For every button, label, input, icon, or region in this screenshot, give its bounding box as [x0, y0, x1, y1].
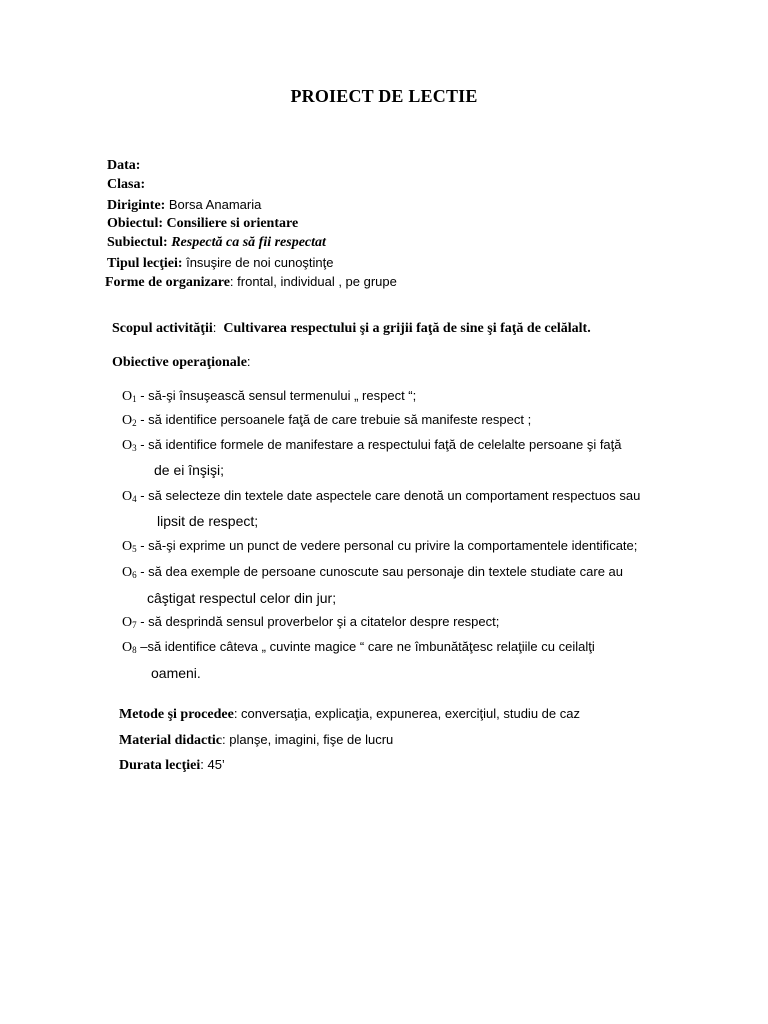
- tipul-row: [107, 253, 334, 274]
- durata-row: [119, 757, 225, 774]
- scop-sep: :: [212, 320, 217, 335]
- subiectul-label: Subiectul:: [107, 235, 168, 250]
- objective-item-6-continuation: câştigat respectul celor din jur;: [147, 590, 337, 606]
- objective-label: $O_7$: [122, 615, 137, 630]
- objective-text: - să-şi însuşească sensul termenului „ respect “;: [136, 388, 417, 403]
- forme-label: Forme de organizare: [105, 275, 230, 290]
- objective-item-8: [122, 638, 595, 659]
- objective-label: $O_5$: [122, 539, 137, 554]
- data-row: [107, 156, 140, 176]
- diriginte-row: [107, 195, 261, 216]
- page-title: PROIECT DE LECTIE: [290, 86, 478, 106]
- forme-row: [105, 272, 397, 293]
- objective-label: $O_3$: [122, 438, 137, 453]
- objective-item-6: [122, 563, 623, 584]
- objective-label: $O_1$: [122, 389, 137, 404]
- durata-value: : 45’: [200, 757, 225, 772]
- objective-item-4: [122, 487, 640, 508]
- objective-item-7: [122, 613, 499, 634]
- metode-row: [119, 706, 580, 723]
- scop-value: Cultivarea respectului şi a grijii faţă de sine şi faţă de celălalt.: [223, 321, 591, 336]
- obiectul-row: [107, 214, 298, 234]
- tipul-value: însuşire de noi cunoştinţe: [186, 255, 334, 270]
- diriginte-value: Borsa Anamaria: [168, 197, 262, 212]
- objective-text: - să desprindă sensul proverbelor şi a citatelor despre respect;: [136, 614, 500, 629]
- metode-label: Metode şi procedee: [119, 707, 234, 722]
- objective-label: $O_6$: [122, 565, 137, 580]
- diriginte-label: Diriginte:: [107, 198, 166, 213]
- obiective-heading-sep: :: [246, 354, 251, 369]
- metode-value: : conversaţia, explicaţia, expunerea, exerciţiul, studiu de caz: [233, 706, 580, 721]
- subiectul-row: [107, 233, 326, 253]
- objective-label: $O_2$: [122, 413, 137, 428]
- objective-text: –să identifice câteva „ cuvinte magice “ care ne îmbunătăţesc relaţiile cu ceilalţi: [136, 639, 595, 654]
- material-row: [119, 732, 393, 749]
- forme-value: : frontal, individual , pe grupe: [229, 274, 397, 289]
- objective-text: - să identifice persoanele faţă de care trebuie să manifeste respect ;: [136, 412, 532, 427]
- scop-row: [112, 318, 591, 339]
- objective-item-5: [122, 537, 637, 558]
- objective-label: $O_8$: [122, 640, 137, 655]
- objective-item-2: [122, 411, 531, 432]
- objective-item-3-continuation: de ei înşişi;: [154, 462, 225, 478]
- subiectul-value: Respectă ca să fii respectat: [171, 235, 326, 250]
- obiective-heading: [112, 352, 251, 373]
- obiectul-value: Consiliere si orientare: [166, 216, 299, 231]
- clasa-row: [107, 175, 145, 195]
- obiective-heading-label: Obiective operaţionale: [112, 355, 247, 370]
- obiectul-label: Obiectul:: [107, 216, 163, 231]
- objective-text: - să dea exemple de persoane cunoscute sau personaje din textele studiate care au: [136, 564, 623, 579]
- objective-item-8-continuation: oameni.: [151, 665, 201, 681]
- objective-item-4-continuation: lipsit de respect;: [157, 513, 259, 529]
- objective-item-3: [122, 436, 622, 457]
- material-value: : planşe, imagini, fişe de lucru: [222, 732, 394, 747]
- objective-text: - să-şi exprime un punct de vedere personal cu privire la comportamentele identificate;: [136, 538, 638, 553]
- data-label: Data:: [107, 158, 141, 173]
- durata-label: Durata lecţiei: [119, 758, 201, 773]
- objective-label: $O_4$: [122, 489, 137, 504]
- tipul-label: Tipul lecţiei:: [107, 256, 183, 271]
- scop-label: Scopul activităţii: [112, 321, 213, 336]
- material-label: Material didactic: [119, 733, 223, 748]
- objective-item-1: [122, 387, 416, 408]
- objective-text: - să identifice formele de manifestare a respectului faţă de celelalte persoane şi faţă: [136, 437, 622, 452]
- clasa-label: Clasa:: [107, 177, 146, 192]
- objective-text: - să selecteze din textele date aspectele care denotă un comportament respectuos sau: [136, 488, 641, 503]
